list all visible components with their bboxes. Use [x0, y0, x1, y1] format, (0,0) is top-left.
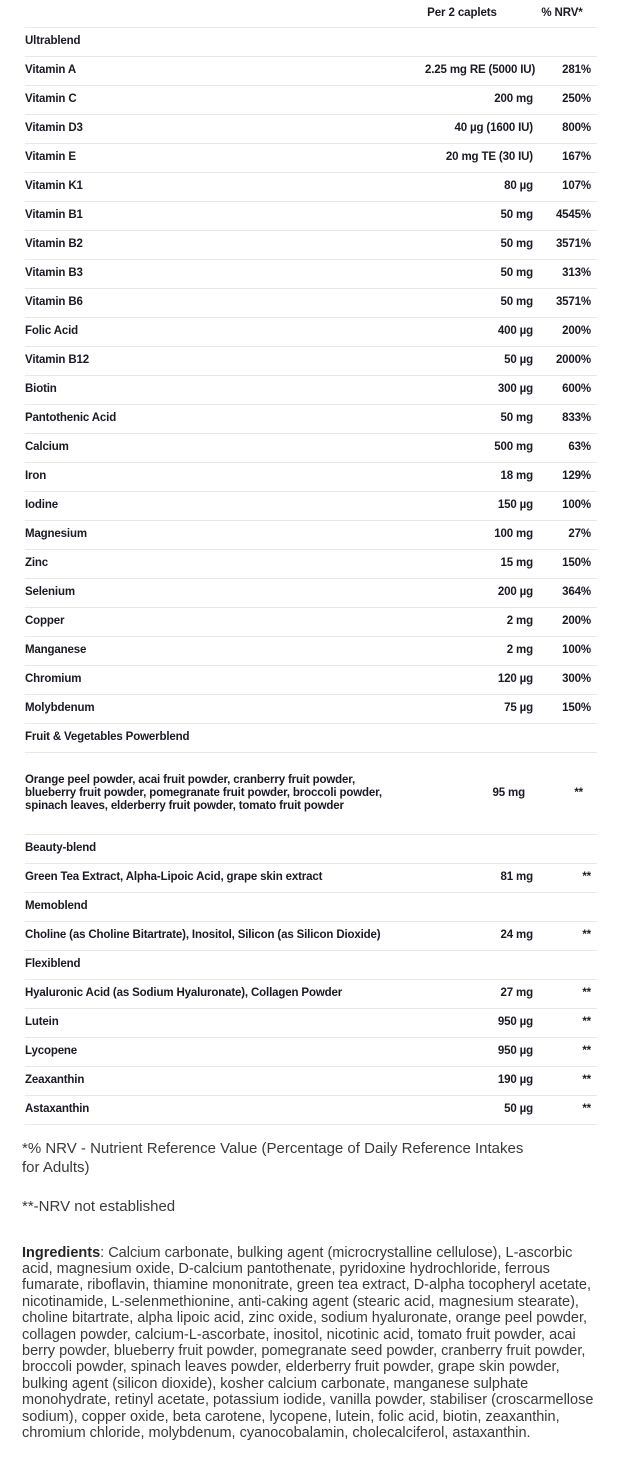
ingredients-label: Ingredients: [22, 1244, 101, 1261]
nutrient-amount: 80 µg: [504, 180, 533, 192]
nutrient-label: Vitamin C: [25, 93, 77, 105]
nutrient-amount: 50 µg: [504, 1103, 533, 1115]
nutrient-nrv: 3571%: [555, 238, 591, 250]
nutrient-amount: 500 mg: [494, 441, 533, 453]
nutrient-amount: 50 mg: [500, 209, 533, 221]
nutrient-label: Vitamin B12: [25, 354, 89, 366]
nutrient-label: Vitamin B6: [25, 296, 83, 308]
nutrient-label: Molybdenum: [25, 702, 95, 714]
table-row: [25, 57, 597, 86]
nutrient-amount: 18 mg: [500, 470, 533, 482]
nutrient-amount: 50 mg: [500, 412, 533, 424]
nutrient-amount: 300 µg: [497, 383, 533, 395]
table-row: [25, 550, 597, 579]
table-row: [25, 922, 597, 951]
table-row: [25, 666, 597, 695]
ingredients-text: : Calcium carbonate, bulking agent (microcrystalline cellulose), L-ascorbic acid, magnesium oxide, D-calcium pantothenate, pyridoxine hydrochloride, ferrous fumarate, riboflavin, thiamine mononitrate, green tea extract, D-alpha tocopheryl acetate, nicotinamide, L-selenmethionine, anti-caking agent (stearic acid, magnesium stearate), choline bitartrate, alpha lipoic acid, zinc oxide, sodium hyaluronate, orange peel powder, collagen powder, calcium-L-ascorbate, inositol, nicotinic acid, tomato fruit powder, acai berry powder, blueberry fruit powder, pomegranate seed powder, cranberry fruit powder, broccoli powder, spinach leaves powder, elderberry fruit powder, grape skin powder, bulking agent (silicon dioxide), kosher calcium carbonate, manganese sulphate monohydrate, retinyl acetate, potassium iodide, vanilla powder, stabiliser (croscarmellose sodium), copper oxide, beta carotene, lycopene, lutein, folic acid, biotin, zeaxanthin, chromium chloride, molybdenum, cyanocobalamin, cholecalciferol, astaxanthin.: [22, 1244, 594, 1441]
table-row: [25, 173, 597, 202]
nutrient-nrv: 27%: [568, 528, 591, 540]
nutrient-nrv: 833%: [562, 412, 591, 424]
nutrient-amount: 27 mg: [500, 987, 533, 999]
section-label: Fruit & Vegetables Powerblend: [25, 731, 190, 743]
nutrient-label: Vitamin D3: [25, 122, 83, 134]
nutrient-amount: 24 mg: [500, 929, 533, 941]
nutrient-nrv: 250%: [562, 93, 591, 105]
nutrient-amount: 200 µg: [497, 586, 533, 598]
nutrient-label: Vitamin B3: [25, 267, 83, 279]
section-row: [25, 893, 597, 922]
nutrient-label: Manganese: [25, 644, 87, 656]
nutrient-label: Astaxanthin: [25, 1103, 90, 1115]
nutrient-amount: 81 mg: [500, 871, 533, 883]
nutrient-amount: 190 µg: [497, 1074, 533, 1086]
table-row: [25, 347, 597, 376]
nutrient-label: Magnesium: [25, 528, 87, 540]
table-row: [25, 405, 597, 434]
nutrient-label: Vitamin K1: [25, 180, 83, 192]
nutrient-nrv: 200%: [562, 615, 591, 627]
col-header-nrv: % NRV*: [541, 7, 583, 20]
section-row: [25, 951, 597, 980]
nutrient-label: Folic Acid: [25, 325, 79, 337]
table-row: [25, 202, 597, 231]
nutrient-label: Copper: [25, 615, 65, 627]
table-row: [25, 231, 597, 260]
nutrient-nrv: 200%: [562, 325, 591, 337]
table-row: [25, 492, 597, 521]
nutrient-amount: 50 µg: [504, 354, 533, 366]
nutrient-amount: 75 µg: [504, 702, 533, 714]
nutrient-label: Lycopene: [25, 1045, 78, 1057]
nutrient-nrv: 63%: [568, 441, 591, 453]
nutrient-nrv: 167%: [562, 151, 591, 163]
col-header-amount: Per 2 caplets: [427, 7, 497, 20]
nutrient-label: Pantothenic Acid: [25, 412, 117, 424]
table-body: [25, 28, 597, 1125]
nutrient-amount: 120 µg: [497, 673, 533, 685]
nutrient-nrv: 107%: [562, 180, 591, 192]
footnote-nrv-definition: *% NRV - Nutrient Reference Value (Percentage of Daily Reference Intakes for Adults): [22, 1139, 524, 1176]
nutrient-nrv: 313%: [562, 267, 591, 279]
table-row: [25, 864, 597, 893]
section-row: [25, 28, 597, 57]
nutrient-nrv: **: [582, 1045, 591, 1057]
nutrient-nrv: 600%: [562, 383, 591, 395]
nutrient-nrv: **: [582, 929, 591, 941]
section-label: Flexiblend: [25, 958, 81, 970]
nutrient-label: Vitamin B1: [25, 209, 83, 221]
nutrient-label: Orange peel powder, acai fruit powder, cranberry fruit powder, blueberry fruit powder, pomegranate fruit powder, broccoli powder, spinach leaves, elderberry fruit powder, tomato fruit powder: [25, 773, 382, 812]
nutrient-nrv: 150%: [562, 702, 591, 714]
table-row: [25, 1009, 597, 1038]
nutrient-nrv: **: [574, 786, 583, 799]
nutrient-nrv: **: [582, 1074, 591, 1086]
table-row: [25, 753, 597, 835]
nutrient-label: Zeaxanthin: [25, 1074, 85, 1086]
table-row: [25, 463, 597, 492]
nutrient-amount: 2 mg: [506, 644, 533, 656]
nutrient-nrv: **: [582, 1016, 591, 1028]
table-row: [25, 579, 597, 608]
nutrient-nrv: 364%: [562, 586, 591, 598]
nutrient-nrv: 300%: [562, 673, 591, 685]
section-row: [25, 835, 597, 864]
section-label: Memoblend: [25, 900, 88, 912]
nutrient-amount: 50 mg: [500, 238, 533, 250]
nutrient-nrv: 150%: [562, 557, 591, 569]
nutrient-amount: 100 mg: [494, 528, 533, 540]
nutrient-nrv: 800%: [562, 122, 591, 134]
ingredients-paragraph: [22, 1245, 595, 1442]
table-row: [25, 115, 597, 144]
nutrient-label: Biotin: [25, 383, 57, 395]
table-row: [25, 1096, 597, 1125]
nutrient-label: Lutein: [25, 1016, 59, 1028]
nutrient-amount: 950 µg: [497, 1016, 533, 1028]
nutrient-label: Vitamin A: [25, 64, 77, 76]
nutrient-amount: 950 µg: [497, 1045, 533, 1057]
nutrient-label: Choline (as Choline Bitartrate), Inositol, Silicon (as Silicon Dioxide): [25, 929, 381, 941]
nutrient-nrv: 100%: [562, 499, 591, 511]
nutrient-label: Green Tea Extract, Alpha-Lipoic Acid, grape skin extract: [25, 871, 323, 883]
table-row: [25, 289, 597, 318]
nutrient-amount: 150 µg: [497, 499, 533, 511]
nutrient-label: Chromium: [25, 673, 82, 685]
table-row: [25, 637, 597, 666]
table-row: [25, 608, 597, 637]
nutrient-nrv: **: [582, 1103, 591, 1115]
nutrient-amount: 400 µg: [497, 325, 533, 337]
table-row: [25, 86, 597, 115]
nutrient-label: Selenium: [25, 586, 75, 598]
table-row: [25, 434, 597, 463]
nutrient-amount: 95 mg: [492, 786, 525, 799]
table-row: [25, 376, 597, 405]
nutrient-amount: 50 mg: [500, 296, 533, 308]
table-row: [25, 695, 597, 724]
table-row: [25, 1038, 597, 1067]
footnote-nrv-not-established: **-NRV not established: [22, 1197, 176, 1215]
nutrient-label: Calcium: [25, 441, 69, 453]
nutrient-nrv: 2000%: [555, 354, 591, 366]
nutrient-nrv: 129%: [562, 470, 591, 482]
table-row: [25, 318, 597, 347]
table-row: [25, 260, 597, 289]
nutrient-amount: 2 mg: [506, 615, 533, 627]
nutrient-amount: 40 µg (1600 IU): [454, 122, 533, 134]
nutrient-amount: 2.25 mg RE (5000 IU): [425, 64, 536, 76]
nutrient-amount: 200 mg: [494, 93, 533, 105]
table-row: [25, 144, 597, 173]
nutrient-nrv: 281%: [562, 64, 591, 76]
section-row: [25, 724, 597, 753]
nutrient-label: Vitamin B2: [25, 238, 83, 250]
nutrient-label: Iron: [25, 470, 47, 482]
nutrient-label: Vitamin E: [25, 151, 76, 163]
table-row: [25, 1067, 597, 1096]
footnotes: [22, 1139, 597, 1216]
nutrient-nrv: **: [582, 987, 591, 999]
section-label: Beauty-blend: [25, 842, 97, 854]
table-row: [25, 980, 597, 1009]
table-header-row: [25, 0, 597, 28]
nutrient-nrv: 100%: [562, 644, 591, 656]
nutrient-nrv: 3571%: [555, 296, 591, 308]
nutrient-amount: 15 mg: [500, 557, 533, 569]
nutrient-label: Hyaluronic Acid (as Sodium Hyaluronate), Collagen Powder: [25, 987, 343, 999]
section-label: Ultrablend: [25, 35, 81, 47]
table-row: [25, 521, 597, 550]
nutrient-amount: 50 mg: [500, 267, 533, 279]
nutrient-amount: 20 mg TE (30 IU): [445, 151, 533, 163]
supplement-facts-table: [25, 0, 597, 1125]
nutrient-label: Iodine: [25, 499, 58, 511]
nutrient-nrv: **: [582, 871, 591, 883]
nutrient-nrv: 4545%: [555, 209, 591, 221]
nutrient-label: Zinc: [25, 557, 49, 569]
